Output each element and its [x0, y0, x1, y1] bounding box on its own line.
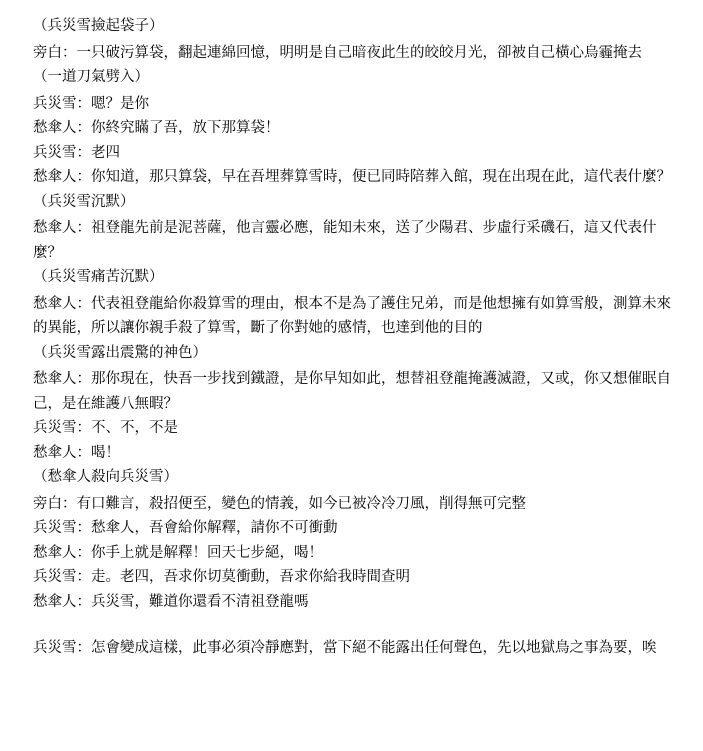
- script-document: [33, 14, 681, 661]
- dialogue-line: 愁傘人：你知道，那只算袋，早在吾埋葬算雪時，便已同時陪葬入館，現在出現在此，這代表什麼？: [33, 169, 671, 185]
- dialogue-line: 兵災雪：嗯？是你: [33, 95, 149, 112]
- dialogue-line: 愁傘人：你終究瞞了吾，放下那算袋！: [33, 120, 280, 136]
- dialogue-line: 兵災雪：老四: [33, 144, 120, 161]
- dialogue-line: 愁傘人：祖登龍先前是泥菩薩，他言靈必應，能知未來，送了少陽君、步虛行采磯石，這又代表什麼？: [33, 220, 657, 261]
- dialogue-line: 愁傘人：你手上就是解釋！回天七步絕，喝！: [33, 544, 323, 561]
- stage-direction: （一道刀氣劈入）: [33, 69, 149, 85]
- dialogue-line: 愁傘人：那你現在，快吾一步找到鐵證，是你早知如此，想替祖登龍掩護滅證，又或，你又想催眠自己，是在維護八無暇？: [33, 371, 671, 412]
- stage-direction: （兵災雪撿起袋子）: [33, 18, 164, 34]
- stage-direction: （兵災雪痛苦沉默）: [33, 269, 164, 285]
- stage-direction: （兵災雪露出震驚的神色）: [33, 344, 207, 361]
- dialogue-line: 兵災雪：怎會變成這樣，此事必須冷靜應對，當下絕不能露出任何聲色，先以地獄鳥之事為要，唉: [33, 640, 657, 656]
- dialogue-line: 愁傘人：兵災雪，難道你還看不清祖登龍嗎: [33, 593, 309, 610]
- stage-direction: （愁傘人殺向兵災雪）: [33, 469, 178, 485]
- dialogue-line: 愁傘人：代表祖登龍給你殺算雪的理由，根本不是為了護住兄弟，而是他想擁有如算雪般，測算未來的異能，所以讓你親手殺了算雪，斷了你對她的感情，也達到他的目的: [33, 295, 671, 336]
- narration-line: 旁白：一只破污算袋，翻起連綿回憶，明明是自己暗夜此生的皎皎月光，卻被自己橫心烏霾掩去: [33, 44, 642, 61]
- dialogue-line: 兵災雪：走。老四，吾求你切莫衝動，吾求你給我時間查明: [33, 569, 410, 585]
- paragraph-gap: [33, 614, 681, 636]
- narration-line: 旁白：有口難言，殺招便至，變色的情義，如今已被冷冷刀風，削得無可完整: [33, 495, 526, 512]
- dialogue-line: 愁傘人：喝！: [33, 444, 120, 461]
- dialogue-line: 兵災雪：不、不，不是: [33, 420, 178, 436]
- dialogue-line: 兵災雪：愁傘人，吾會給你解釋，請你不可衝動: [33, 520, 338, 536]
- stage-direction: （兵災雪沉默）: [33, 193, 135, 210]
